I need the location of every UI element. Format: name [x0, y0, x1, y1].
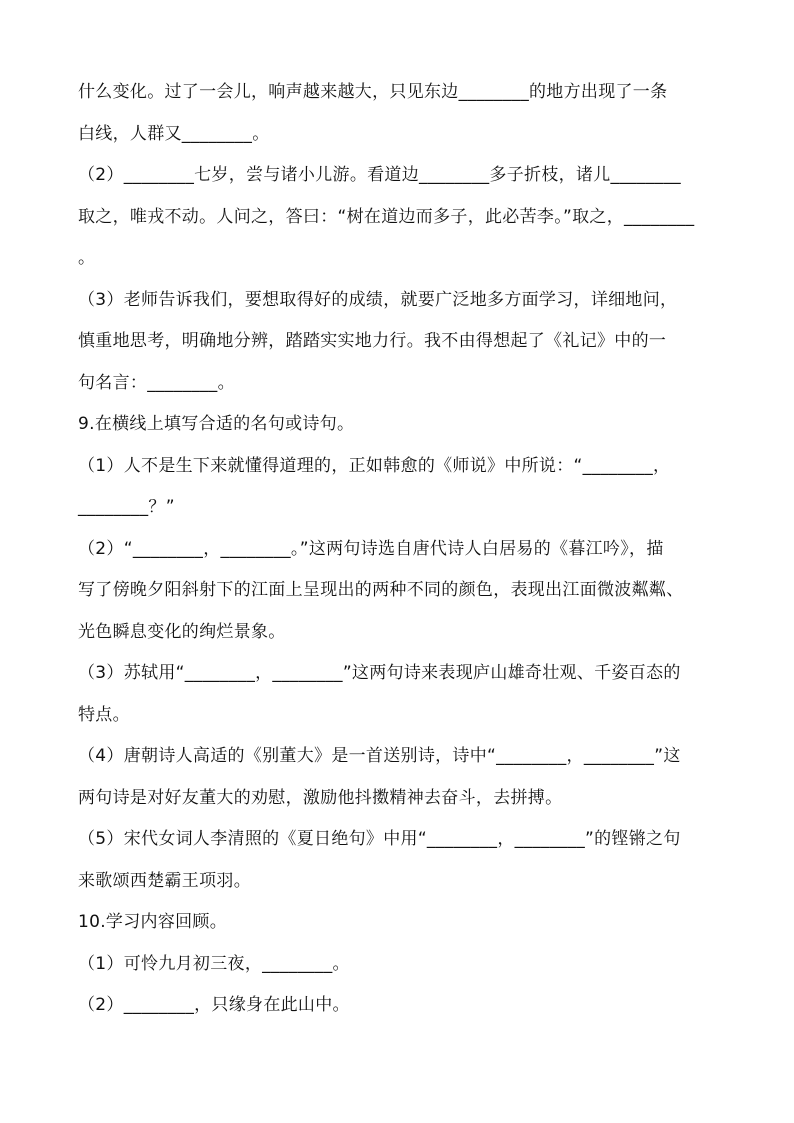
q8-part2-line1: （2）________七岁，尝与诸小儿游。看道边________多子折枝，诸儿________ — [78, 165, 681, 185]
q9-part2-line2: 写了傍晚夕阳斜射下的江面上呈现出的两种不同的颜色，表现出江面微波粼粼、 — [78, 580, 684, 600]
q9-part5-line2: 来歌颂西楚霸王项羽。 — [78, 870, 251, 891]
q8-part3-line1: （3）老师告诉我们，要想取得好的成绩，就要广泛地多方面学习，详细地问， — [78, 289, 678, 310]
q9-part2-line1: （2）“________，________。”这两句诗选自唐代诗人白居易的《暮江吟》，描 — [78, 538, 664, 559]
worksheet-page — [78, 72, 723, 1027]
q8-part1-continuation-line1: 什么变化。过了一会儿，响声越来越大，只见东边________的地方出现了一条 — [78, 82, 668, 102]
q10-part2-line: （2）________，只缘身在此山中。 — [78, 995, 350, 1015]
q9-part4-line1: （4）唐朝诗人高适的《别董大》是一首送别诗，诗中“________，________”这 — [78, 746, 681, 766]
q9-part3-line2: 特点。 — [78, 704, 130, 725]
q9-part4-line2: 两句诗是对好友董大的劝慰，激励他抖擞精神去奋斗，去拼搏。 — [78, 787, 563, 808]
q8-part2-line2: 取之，唯戎不动。人问之，答曰：“树在道边而多子，此必苦李。”取之，________ — [78, 206, 695, 227]
q8-part3-line3: 句名言：________。 — [78, 372, 235, 393]
q9-part3-line1: （3）苏轼用“________，________”这两句诗来表现庐山雄奇壮观、千姿百态的 — [78, 663, 681, 683]
q9-part1-line2: ________？” — [78, 497, 175, 517]
q10-part1-line: （1）可怜九月初三夜，________。 — [78, 953, 350, 974]
question-10-heading: 10.学习内容回顾。 — [78, 912, 228, 932]
q9-part1-line1: （1）人不是生下来就懂得道理的，正如韩愈的《师说》中所说：“________， — [78, 455, 671, 476]
q8-part1-continuation-line2: 白线，人群又________。 — [78, 123, 270, 144]
q8-part2-line3: 。 — [78, 248, 96, 268]
q9-part2-line3: 光色瞬息变化的绚烂景象。 — [78, 621, 286, 642]
question-9-heading: 9.在横线上填写合适的名句或诗句。 — [78, 414, 355, 434]
q9-part5-line1: （5）宋代女词人李清照的《夏日绝句》中用“________，________”的铿锵之句 — [78, 829, 681, 849]
q8-part3-line2: 慎重地思考，明确地分辨，踏踏实实地力行。我不由得想起了《礼记》中的一 — [78, 331, 667, 351]
